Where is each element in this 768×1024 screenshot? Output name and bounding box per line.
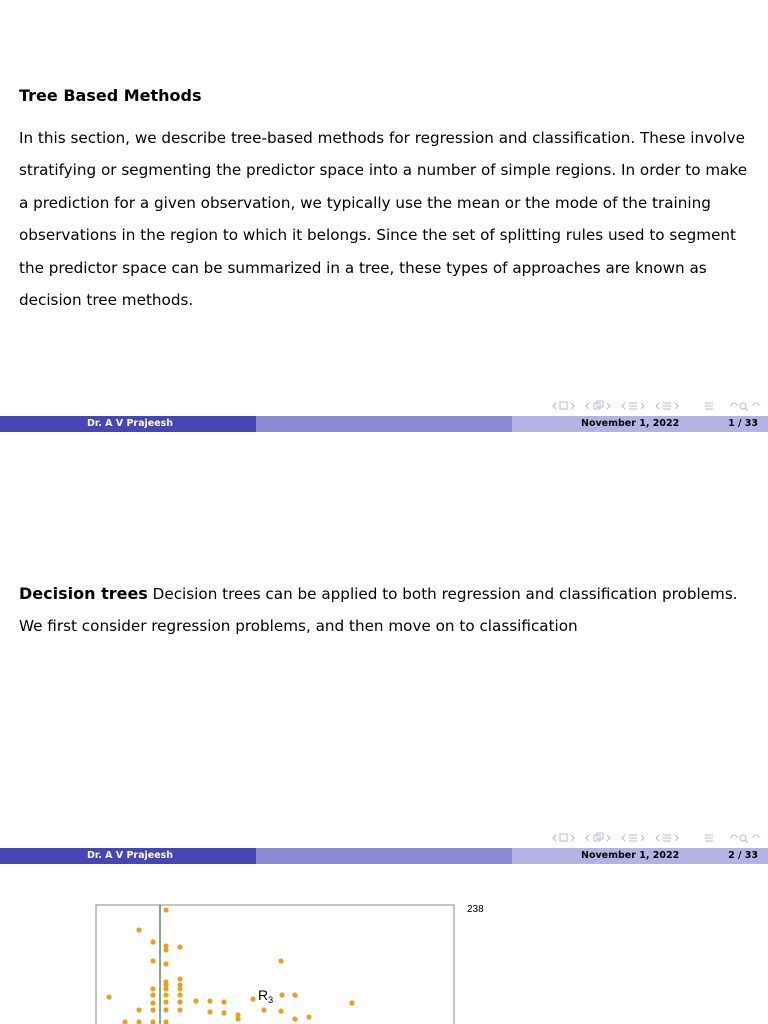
scatter-point <box>163 947 168 952</box>
scatter-point <box>207 1009 212 1014</box>
frame-title: Tree Based Methods <box>19 86 202 105</box>
scatter-point <box>279 992 284 997</box>
scatter-figure <box>0 864 768 1024</box>
scatter-point <box>136 927 141 932</box>
scatter-point <box>163 907 168 912</box>
navigation-symbols[interactable] <box>548 399 764 413</box>
scatter-point <box>106 994 111 999</box>
footer-bar <box>0 416 768 432</box>
scatter-point <box>163 992 168 997</box>
scatter-point <box>163 961 168 966</box>
scatter-point <box>150 1019 155 1024</box>
slide-1 <box>0 0 768 432</box>
navigation-symbols[interactable] <box>548 831 764 845</box>
scatter-points <box>106 907 354 1024</box>
footer-date: November 1, 2022 <box>581 850 680 861</box>
slide-body: Decision trees can be applied to both regression and classification problems. We first consider regression problems, and then move on to classification <box>19 585 738 636</box>
footer-author: Dr. A V Prajeesh <box>87 418 174 429</box>
footer-author: Dr. A V Prajeesh <box>87 850 174 861</box>
scatter-point <box>278 958 283 963</box>
scatter-point <box>150 1000 155 1005</box>
footer-page: 1 / 33 <box>728 418 758 429</box>
scatter-point <box>177 986 182 991</box>
scatter-point <box>207 998 212 1003</box>
scatter-point <box>349 1000 354 1005</box>
scatter-point <box>221 1010 226 1015</box>
scatter-point <box>292 1016 297 1021</box>
footer-date: November 1, 2022 <box>581 418 680 429</box>
scatter-point <box>136 1007 141 1012</box>
scatter-point <box>235 1016 240 1021</box>
slide-paragraph: In this section, we describe tree-based methods for regression and classification. These involve stratifying or segmenting the predictor space into a number of simple regions. In order to make a prediction for a given observation, we typically use the mean or the mode of the training observations in the region to which it belongs. Since the set of splitting rules used to segment the predictor space can be summarized in a tree, these types of approaches are known as decision tree methods. <box>19 129 748 310</box>
slide-3 <box>0 864 768 1024</box>
scatter-point <box>150 986 155 991</box>
scatter-point <box>163 986 168 991</box>
scatter-point <box>292 992 297 997</box>
scatter-point <box>177 999 182 1004</box>
scatter-point <box>150 1007 155 1012</box>
scatter-point <box>163 1007 168 1012</box>
footer-page: 2 / 33 <box>728 850 758 861</box>
page-number-label: 238 <box>467 904 484 915</box>
scatter-point <box>136 1019 141 1024</box>
plot-frame <box>96 905 454 1024</box>
scatter-point <box>150 939 155 944</box>
scatter-point <box>150 958 155 963</box>
scatter-point <box>250 996 255 1001</box>
scatter-point <box>193 998 198 1003</box>
scatter-point <box>278 1008 283 1013</box>
slide-paragraph <box>19 578 759 643</box>
region-label: $R_3$ <box>258 987 274 1005</box>
scatter-point <box>177 992 182 997</box>
slide-heading: Decision trees <box>19 584 148 603</box>
scatter-point <box>177 1007 182 1012</box>
scatter-point <box>150 992 155 997</box>
scatter-point <box>177 944 182 949</box>
scatter-point <box>163 999 168 1004</box>
scatter-point <box>261 1007 266 1012</box>
scatter-point <box>306 1014 311 1019</box>
scatter-point <box>221 999 226 1004</box>
scatter-point <box>177 976 182 981</box>
slide-2 <box>0 432 768 864</box>
scatter-point <box>122 1019 127 1024</box>
scatter-point <box>163 1019 168 1024</box>
footer-bar <box>0 848 768 864</box>
